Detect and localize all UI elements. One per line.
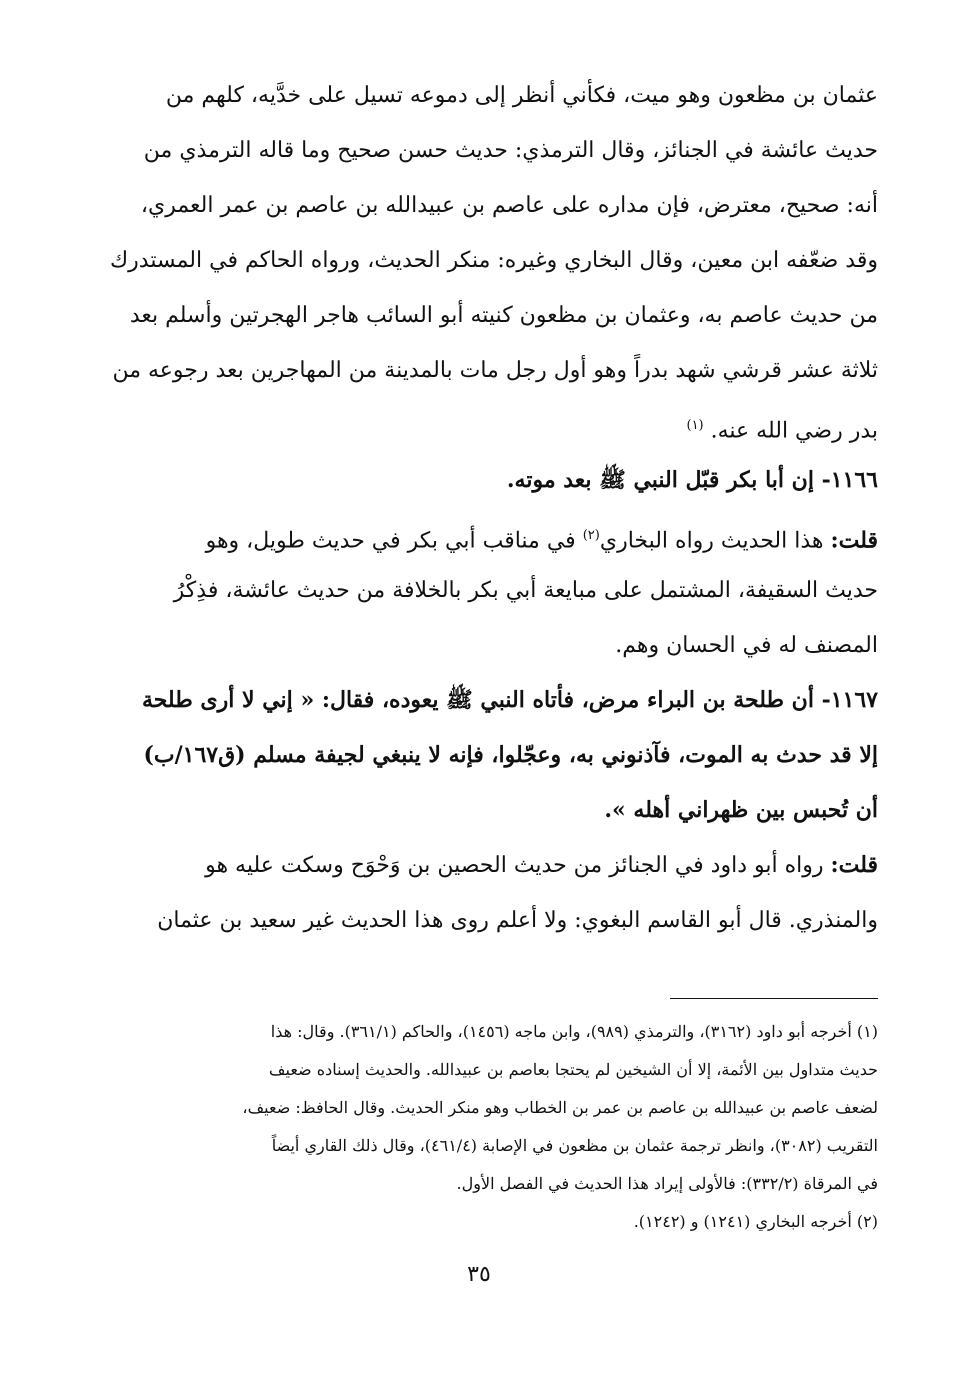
body-last-text: بدر رضي الله عنه. [710, 418, 878, 444]
main-text [96, 68, 878, 948]
footnote-ref-1: (١) [686, 418, 704, 433]
hadith-1167-line: أن تُحبس بين ظهراني أهله ». [604, 797, 878, 823]
footnote-line: (٢) أخرجه البخاري (١٢٤١) و (١٢٤٢). [633, 1212, 878, 1231]
footnote-divider [670, 998, 878, 999]
footnote-line: في المرقاة (٣٣٢/٢): فالأولى إيراد هذا الحديث في الفصل الأول. [456, 1174, 878, 1193]
hadith-1167-line: ١١٦٧- أن طلحة بن البراء مرض، فأتاه النبي ﷺ يعوده، فقال: « إني لا أرى طلحة [141, 687, 878, 713]
body-line: أنه: صحيح، معترض، فإن مداره على عاصم بن عبيدالله بن عاصم بن عمر العمري، [140, 193, 878, 218]
qult-2-first-line [96, 838, 878, 893]
footnote-line: التقريب (٣٠٨٢)، وانظر ترجمة عثمان بن مظعون في الإصابة (٤٦١/٤)، وقال ذلك القاري أيضاً [271, 1136, 878, 1155]
qult-2-line: والمنذري. قال أبو القاسم البغوي: ولا أعلم روى هذا الحديث غير سعيد بن عثمان [157, 908, 878, 933]
footnote-line: لضعف عاصم بن عبيدالله بن عاصم بن عمر بن الخطاب وهو منكر الحديث. وقال الحافظ: ضعيف، [242, 1098, 878, 1117]
qult-1-line: حديث السقيفة، المشتمل على مبايعة أبي بكر بالخلافة من حديث عائشة، فذِكْرُ [173, 578, 878, 603]
qult-1-first-line [96, 508, 878, 563]
hadith-1166: ١١٦٦- إن أبا بكر قبّل النبي ﷺ بعد موته. [506, 467, 878, 493]
body-line: وقد ضعّفه ابن معين، وقال البخاري وغيره: منكر الحديث، ورواه الحاكم في المستدرك [110, 248, 878, 273]
body-line: من حديث عاصم به، وعثمان بن مظعون كنيته أبو السائب هاجر الهجرتين وأسلم بعد [129, 303, 878, 328]
footnote-ref-2: (٢) [582, 528, 600, 543]
body-line: حديث عائشة في الجنائز، وقال الترمذي: حديث حسن صحيح وما قاله الترمذي من [143, 138, 878, 163]
qult-label: قلت: [830, 527, 878, 554]
qult-1-rest: في مناقب أبي بكر في حديث طويل، وهو [205, 528, 576, 554]
footnotes [96, 1013, 878, 1241]
qult-1-text: هذا الحديث رواه البخاري [599, 528, 824, 554]
qult-label: قلت: [830, 852, 878, 878]
body-line-last [96, 398, 878, 453]
qult-1-line: المصنف له في الحسان وهم. [615, 633, 878, 658]
body-line: عثمان بن مظعون وهو ميت، فكأني أنظر إلى دموعه تسيل على خدَّيه، كلهم من [165, 83, 878, 108]
page-number: ٣٥ [467, 1262, 491, 1287]
hadith-1167-line: إلا قد حدث به الموت، فآذنوني به، وعجّلوا، فإنه لا ينبغي لجيفة مسلم (ق١٦٧/ب) [143, 742, 878, 768]
footnote-line: حديث متداول بين الأئمة، إلا أن الشيخين لم يحتجا بعاصم بن عبيدالله. والحديث إسناده ضعيف [268, 1060, 878, 1079]
body-line: ثلاثة عشر قرشي شهد بدراً وهو أول رجل مات بالمدينة من المهاجرين بعد رجوعه من [112, 358, 878, 383]
qult-2-rest: رواه أبو داود في الجنائز من حديث الحصين بن وَحْوَح وسكت عليه هو [205, 853, 824, 878]
footnote-line: (١) أخرجه أبو داود (٣١٦٢)، والترمذي (٩٨٩)، وابن ماجه (١٤٥٦)، والحاكم (٣٦١/١). وقال: هذا [270, 1022, 878, 1041]
